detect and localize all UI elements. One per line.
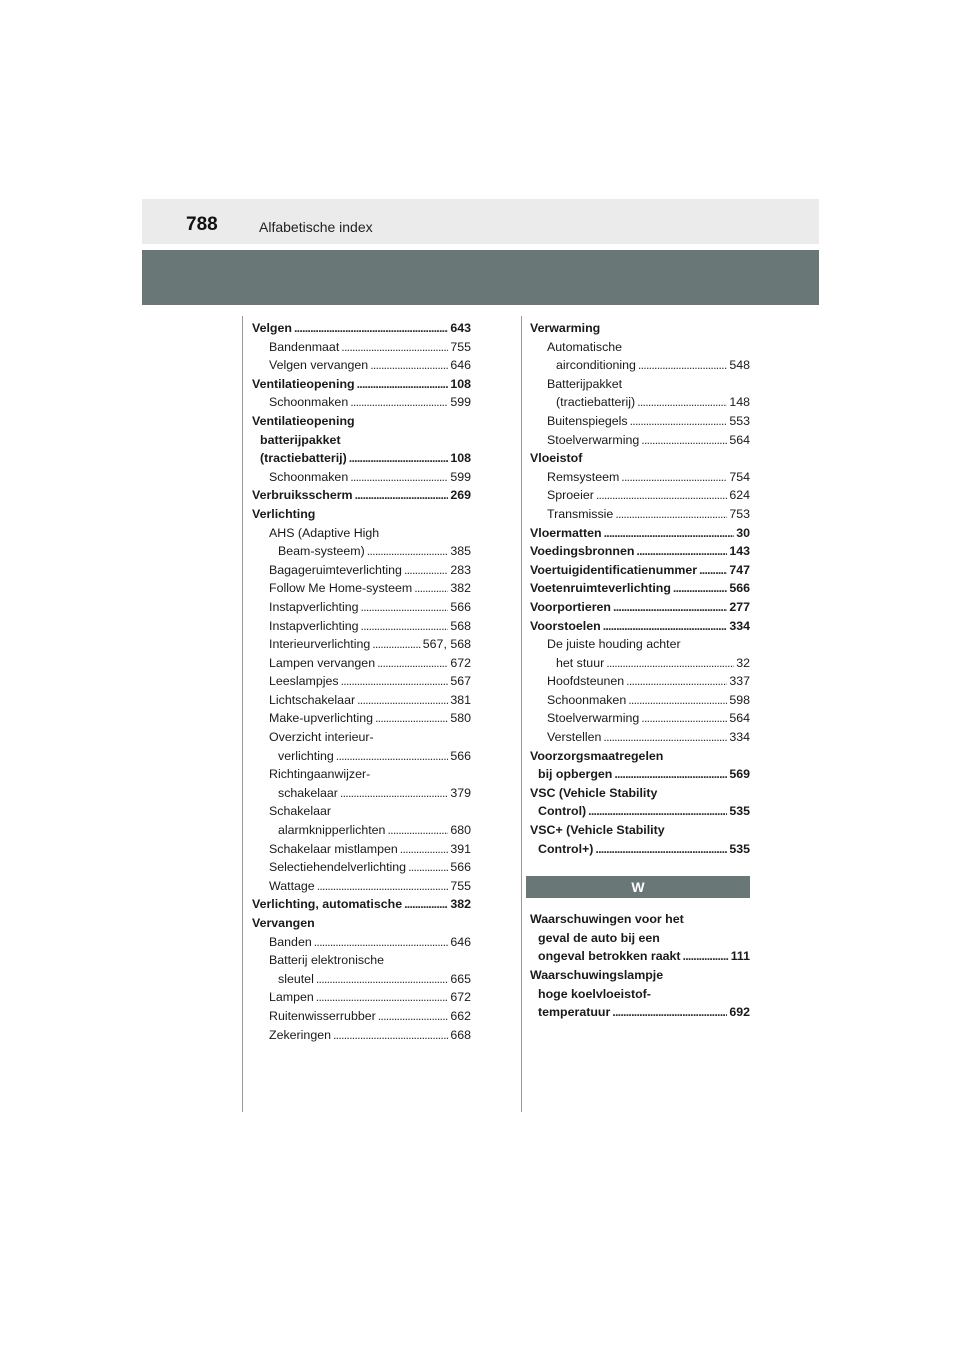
index-entry-text: Verwarming <box>530 321 601 335</box>
dot-leader <box>637 393 727 412</box>
index-entry-text: Schoonmaken <box>269 395 349 410</box>
index-entry <box>530 617 750 636</box>
index-entry <box>252 579 471 598</box>
index-entry-text: Wattage <box>269 878 315 893</box>
index-entry-page: 580 <box>450 711 471 726</box>
index-entry-page: 680 <box>450 823 471 838</box>
index-entry-page: 108 <box>450 376 471 391</box>
index-entry-page: 692 <box>729 1005 750 1020</box>
index-entry-text: Batterij elektronische <box>269 953 385 968</box>
dot-leader <box>588 802 727 821</box>
index-entry <box>530 542 750 561</box>
index-entry <box>530 561 750 580</box>
index-entry <box>530 910 750 929</box>
index-entry <box>252 561 471 580</box>
index-entry <box>252 486 471 505</box>
index-entry-page: 646 <box>450 934 471 949</box>
index-entry <box>530 598 750 617</box>
index-entry <box>252 412 471 431</box>
index-entry-text: hoge koelvloeistof- <box>538 986 651 1001</box>
dot-leader <box>378 1007 449 1026</box>
dot-leader <box>612 1003 727 1022</box>
index-entry-text: Instapverlichting <box>269 618 359 633</box>
index-entry-page: 754 <box>729 469 750 484</box>
dot-leader <box>621 468 727 487</box>
dot-leader <box>294 319 448 338</box>
index-entry <box>530 821 750 840</box>
index-entry-text: Verlichting <box>252 506 316 521</box>
index-entry-page: 665 <box>450 971 471 986</box>
index-entry <box>530 412 750 431</box>
dot-leader <box>404 895 448 914</box>
index-entry-page: 269 <box>450 488 471 503</box>
index-entry-text: Vloeistof <box>530 451 583 466</box>
index-entry-text: Vervangen <box>252 916 315 930</box>
page-number: 788 <box>186 214 218 235</box>
dot-leader <box>614 765 727 784</box>
dot-leader <box>314 933 449 952</box>
index-entry-page: 277 <box>729 599 750 614</box>
index-entry <box>252 617 471 636</box>
index-entry-text: Control) <box>538 804 587 819</box>
index-entry <box>252 542 471 561</box>
index-entry <box>252 356 471 375</box>
index-entry-page: 624 <box>729 488 750 503</box>
index-entry-page: 598 <box>729 692 750 707</box>
dot-leader <box>400 840 449 859</box>
index-entry-page: 564 <box>729 711 750 726</box>
dot-leader <box>595 840 727 859</box>
dot-leader <box>673 579 727 598</box>
dot-leader <box>603 728 727 747</box>
index-entry-page: 337 <box>729 674 750 689</box>
index-entry-text: Leeslampjes <box>269 674 339 689</box>
index-entry-text: Batterijpakket <box>547 376 623 391</box>
index-column-left <box>252 319 471 1044</box>
index-entry-page: 599 <box>450 469 471 484</box>
index-entry-text: Waarschuwingslampje <box>530 968 664 982</box>
index-entry-text: Instapverlichting <box>269 599 359 614</box>
index-entry <box>252 468 471 487</box>
index-entry-text: Schoonmaken <box>547 692 627 707</box>
index-entry-page: 753 <box>729 506 750 521</box>
index-entry-text: Ventilatieopening <box>252 413 355 428</box>
index-entry-page: 566 <box>450 748 471 763</box>
index-entry-page: 668 <box>450 1027 471 1042</box>
index-entry-page: 381 <box>450 692 471 707</box>
index-entry-text: Lichtschakelaar <box>269 692 356 707</box>
index-entry <box>530 468 750 487</box>
index-entry-text: Stoelverwarming <box>547 711 640 726</box>
index-entry-page: 548 <box>729 358 750 373</box>
dot-leader <box>699 561 727 580</box>
dot-leader <box>350 393 448 412</box>
dot-leader <box>613 598 727 617</box>
index-entry-text: Remsysteem <box>547 469 620 484</box>
index-entry-text: VSC+ (Vehicle Stability <box>530 823 665 838</box>
index-entry-text: Bandenmaat <box>269 339 340 354</box>
index-entry <box>252 431 471 450</box>
index-entry-page: 566 <box>729 581 750 596</box>
index-entry <box>252 449 471 468</box>
index-entry <box>252 505 471 524</box>
index-entry <box>530 356 750 375</box>
index-entry <box>530 393 750 412</box>
index-entry-text: (tractiebatterij) <box>260 451 347 466</box>
index-entry-page: 567 <box>450 674 471 689</box>
index-entry-page: 108 <box>450 451 471 466</box>
index-entry-page: 30 <box>736 525 750 540</box>
index-entry <box>252 1026 471 1045</box>
index-entry <box>530 338 750 357</box>
index-entry-text: Zekeringen <box>269 1027 331 1042</box>
index-entry-text: Vloermatten <box>530 525 602 540</box>
dot-leader <box>408 858 448 877</box>
index-entry-page: 672 <box>450 655 471 670</box>
index-entry <box>530 728 750 747</box>
index-entry <box>530 784 750 803</box>
index-entry <box>530 947 750 966</box>
index-entry <box>530 449 750 468</box>
index-entry <box>530 319 750 338</box>
index-entry-text: Lampen vervangen <box>269 655 376 670</box>
header-band <box>142 199 819 244</box>
index-entry <box>530 672 750 691</box>
index-entry-page: 391 <box>450 841 471 856</box>
index-entry-page: 646 <box>450 358 471 373</box>
index-entry <box>252 524 471 543</box>
index-entry-text: sleutel <box>278 971 314 986</box>
index-entry <box>252 895 471 914</box>
dot-leader <box>357 375 449 394</box>
index-entry-text: De juiste houding achter <box>547 637 681 652</box>
index-entry-text: Verstellen <box>547 730 602 745</box>
dot-leader <box>341 338 448 357</box>
dot-leader <box>628 691 727 710</box>
dot-leader <box>377 654 448 673</box>
index-entry-text: Voedingsbronnen <box>530 544 635 559</box>
index-entry <box>530 840 750 859</box>
dot-leader <box>367 542 449 561</box>
dot-leader <box>606 654 734 673</box>
index-entry-page: 566 <box>450 599 471 614</box>
index-entry <box>252 635 471 654</box>
index-entry <box>252 1007 471 1026</box>
index-entry <box>530 966 750 985</box>
index-entry-text: AHS (Adaptive High <box>269 525 380 540</box>
dot-leader <box>361 598 449 617</box>
dot-leader <box>626 672 727 691</box>
index-entry-text: het stuur <box>556 655 605 670</box>
index-entry <box>530 929 750 948</box>
index-entry-page: 32 <box>736 655 750 670</box>
index-entry-text: schakelaar <box>278 785 338 800</box>
index-column-right <box>530 319 750 1022</box>
index-entry <box>252 709 471 728</box>
header-dark-band <box>142 250 819 305</box>
index-entry <box>252 375 471 394</box>
dot-leader <box>375 709 448 728</box>
index-entry-text: ongeval betrokken raakt <box>538 949 681 964</box>
index-entry-text: Make-upverlichting <box>269 711 373 726</box>
index-entry <box>530 375 750 394</box>
index-entry <box>530 691 750 710</box>
index-entry-text: Richtingaanwijzer- <box>269 767 371 782</box>
index-entry-page: 148 <box>729 395 750 410</box>
dot-leader <box>641 709 727 728</box>
dot-leader <box>604 524 735 543</box>
index-entry <box>252 338 471 357</box>
index-entry <box>530 431 750 450</box>
index-entry-text: Ruitenwisserrubber <box>269 1008 376 1023</box>
index-entry-page: 567, 568 <box>422 637 471 652</box>
index-entry <box>252 988 471 1007</box>
dot-leader <box>350 468 448 487</box>
dot-leader <box>341 672 449 691</box>
dot-leader <box>603 617 728 636</box>
index-entry-text: Voorzorgsmaatregelen <box>530 748 664 763</box>
index-entry-text: Overzicht interieur- <box>269 730 374 745</box>
index-entry-text: Selectiehendelverlichting <box>269 860 407 875</box>
index-entry-text: temperatuur <box>538 1005 611 1020</box>
index-entry <box>530 524 750 543</box>
index-entry-text: Velgen vervangen <box>269 358 369 373</box>
index-entry <box>252 784 471 803</box>
index-entry-text: Stoelverwarming <box>547 432 640 447</box>
index-entry <box>252 877 471 896</box>
index-entry-page: 569 <box>729 767 750 782</box>
index-entry-text: (tractiebatterij) <box>556 395 636 410</box>
index-entry-page: 568 <box>450 618 471 633</box>
index-entry-page: 382 <box>450 581 471 596</box>
index-entry-text: Interieurverlichting <box>269 637 371 652</box>
left-column-rule <box>242 316 243 1112</box>
index-entry-text: Velgen <box>252 321 292 335</box>
dot-leader <box>615 505 727 524</box>
index-entry-text: Buitenspiegels <box>547 413 628 428</box>
index-entry-text: Voorportieren <box>530 599 612 614</box>
index-entry <box>530 765 750 784</box>
index-entry-text: airconditioning <box>556 358 636 373</box>
index-entry-text: Banden <box>269 934 312 949</box>
index-entry-text: Ventilatieopening <box>252 376 355 391</box>
index-entry-text: Voertuigidentificatienummer <box>530 562 698 577</box>
index-entry-page: 662 <box>450 1008 471 1023</box>
index-entry-text: Lampen <box>269 990 314 1005</box>
index-entry-text: Sproeier <box>547 488 594 503</box>
dot-leader <box>336 747 449 766</box>
index-entry-text: Waarschuwingen voor het <box>530 912 684 927</box>
dot-leader <box>404 561 448 580</box>
dot-leader <box>414 579 448 598</box>
index-entry-text: verlichting <box>278 748 334 763</box>
index-entry-page: 755 <box>450 339 471 354</box>
index-entry <box>252 728 471 747</box>
dot-leader <box>641 431 727 450</box>
index-entry <box>252 654 471 673</box>
index-entry-text: Beam-systeem) <box>278 544 365 559</box>
dot-leader <box>372 635 421 654</box>
dot-leader <box>317 877 449 896</box>
index-entry-page: 379 <box>450 785 471 800</box>
index-entry <box>252 802 471 821</box>
index-entry-text: Bagageruimteverlichting <box>269 562 402 577</box>
index-entry <box>252 840 471 859</box>
index-entry-page: 672 <box>450 990 471 1005</box>
index-entry-text: Schakelaar mistlampen <box>269 841 398 856</box>
index-entry <box>252 933 471 952</box>
dot-leader <box>387 821 448 840</box>
index-entry <box>252 765 471 784</box>
index-entry-text: Schakelaar <box>269 804 331 819</box>
index-entry <box>530 709 750 728</box>
index-entry-text: Automatische <box>547 339 623 354</box>
index-entry-page: 283 <box>450 562 471 577</box>
dot-leader <box>333 1026 448 1045</box>
index-entry <box>252 951 471 970</box>
dot-leader <box>636 542 727 561</box>
index-entry-page: 385 <box>450 544 471 559</box>
index-entry-text: Verbruiksscherm <box>252 488 353 503</box>
index-entry <box>530 802 750 821</box>
index-entry-page: 382 <box>450 897 471 912</box>
dot-leader <box>316 970 448 989</box>
index-entry-text: alarmknipperlichten <box>278 823 386 838</box>
index-entry <box>252 319 471 338</box>
index-entry <box>252 747 471 766</box>
index-entry <box>252 858 471 877</box>
index-entry-page: 747 <box>729 562 750 577</box>
index-entry-page: 535 <box>729 804 750 819</box>
dot-leader <box>357 691 448 710</box>
index-entry <box>530 505 750 524</box>
right-column-rule <box>521 316 522 1112</box>
dot-leader <box>638 356 727 375</box>
dot-leader <box>596 486 727 505</box>
index-entry-text: Voorstoelen <box>530 618 601 633</box>
index-entry-text: Verlichting, automatische <box>252 897 403 912</box>
section-title: Alfabetische index <box>259 219 373 235</box>
index-entry-text: batterijpakket <box>260 432 341 447</box>
index-entry-page: 755 <box>450 878 471 893</box>
index-entry <box>530 747 750 766</box>
letter-heading-w: W <box>526 876 750 898</box>
dot-leader <box>683 947 729 966</box>
index-entry <box>252 970 471 989</box>
index-entry-text: Hoofdsteunen <box>547 674 625 689</box>
index-entry <box>252 393 471 412</box>
dot-leader <box>316 988 449 1007</box>
index-entry-text: Voetenruimteverlichting <box>530 581 671 596</box>
dot-leader <box>630 412 728 431</box>
index-entry-page: 599 <box>450 395 471 410</box>
index-entry-text: Follow Me Home-systeem <box>269 581 413 596</box>
index-entry-text: VSC (Vehicle Stability <box>530 785 658 800</box>
index-entry <box>530 486 750 505</box>
index-entry-page: 143 <box>729 544 750 559</box>
index-entry-text: Schoonmaken <box>269 469 349 484</box>
index-entry-page: 553 <box>729 413 750 428</box>
index-entry <box>252 672 471 691</box>
index-entry <box>252 914 471 933</box>
dot-leader <box>349 449 449 468</box>
index-entry <box>252 821 471 840</box>
index-entry-text: Transmissie <box>547 506 614 521</box>
index-entry-page: 564 <box>729 432 750 447</box>
index-entry <box>530 985 750 1004</box>
index-entry <box>530 635 750 654</box>
index-entry <box>530 654 750 673</box>
index-entry-page: 334 <box>729 618 750 633</box>
dot-leader <box>361 617 449 636</box>
index-entry-text: geval de auto bij een <box>538 930 660 945</box>
index-entry-page: 111 <box>730 949 750 964</box>
index-entry-page: 535 <box>729 841 750 856</box>
index-entry <box>530 579 750 598</box>
index-entry <box>530 1003 750 1022</box>
index-entry-page: 643 <box>450 321 471 335</box>
index-entry <box>252 691 471 710</box>
dot-leader <box>355 486 449 505</box>
index-entry-text: Control+) <box>538 841 594 856</box>
index-entry <box>252 598 471 617</box>
dot-leader <box>340 784 448 803</box>
index-entry-page: 334 <box>729 730 750 745</box>
index-entry-page: 566 <box>450 860 471 875</box>
index-entry-text: bij opbergen <box>538 767 613 782</box>
dot-leader <box>370 356 448 375</box>
